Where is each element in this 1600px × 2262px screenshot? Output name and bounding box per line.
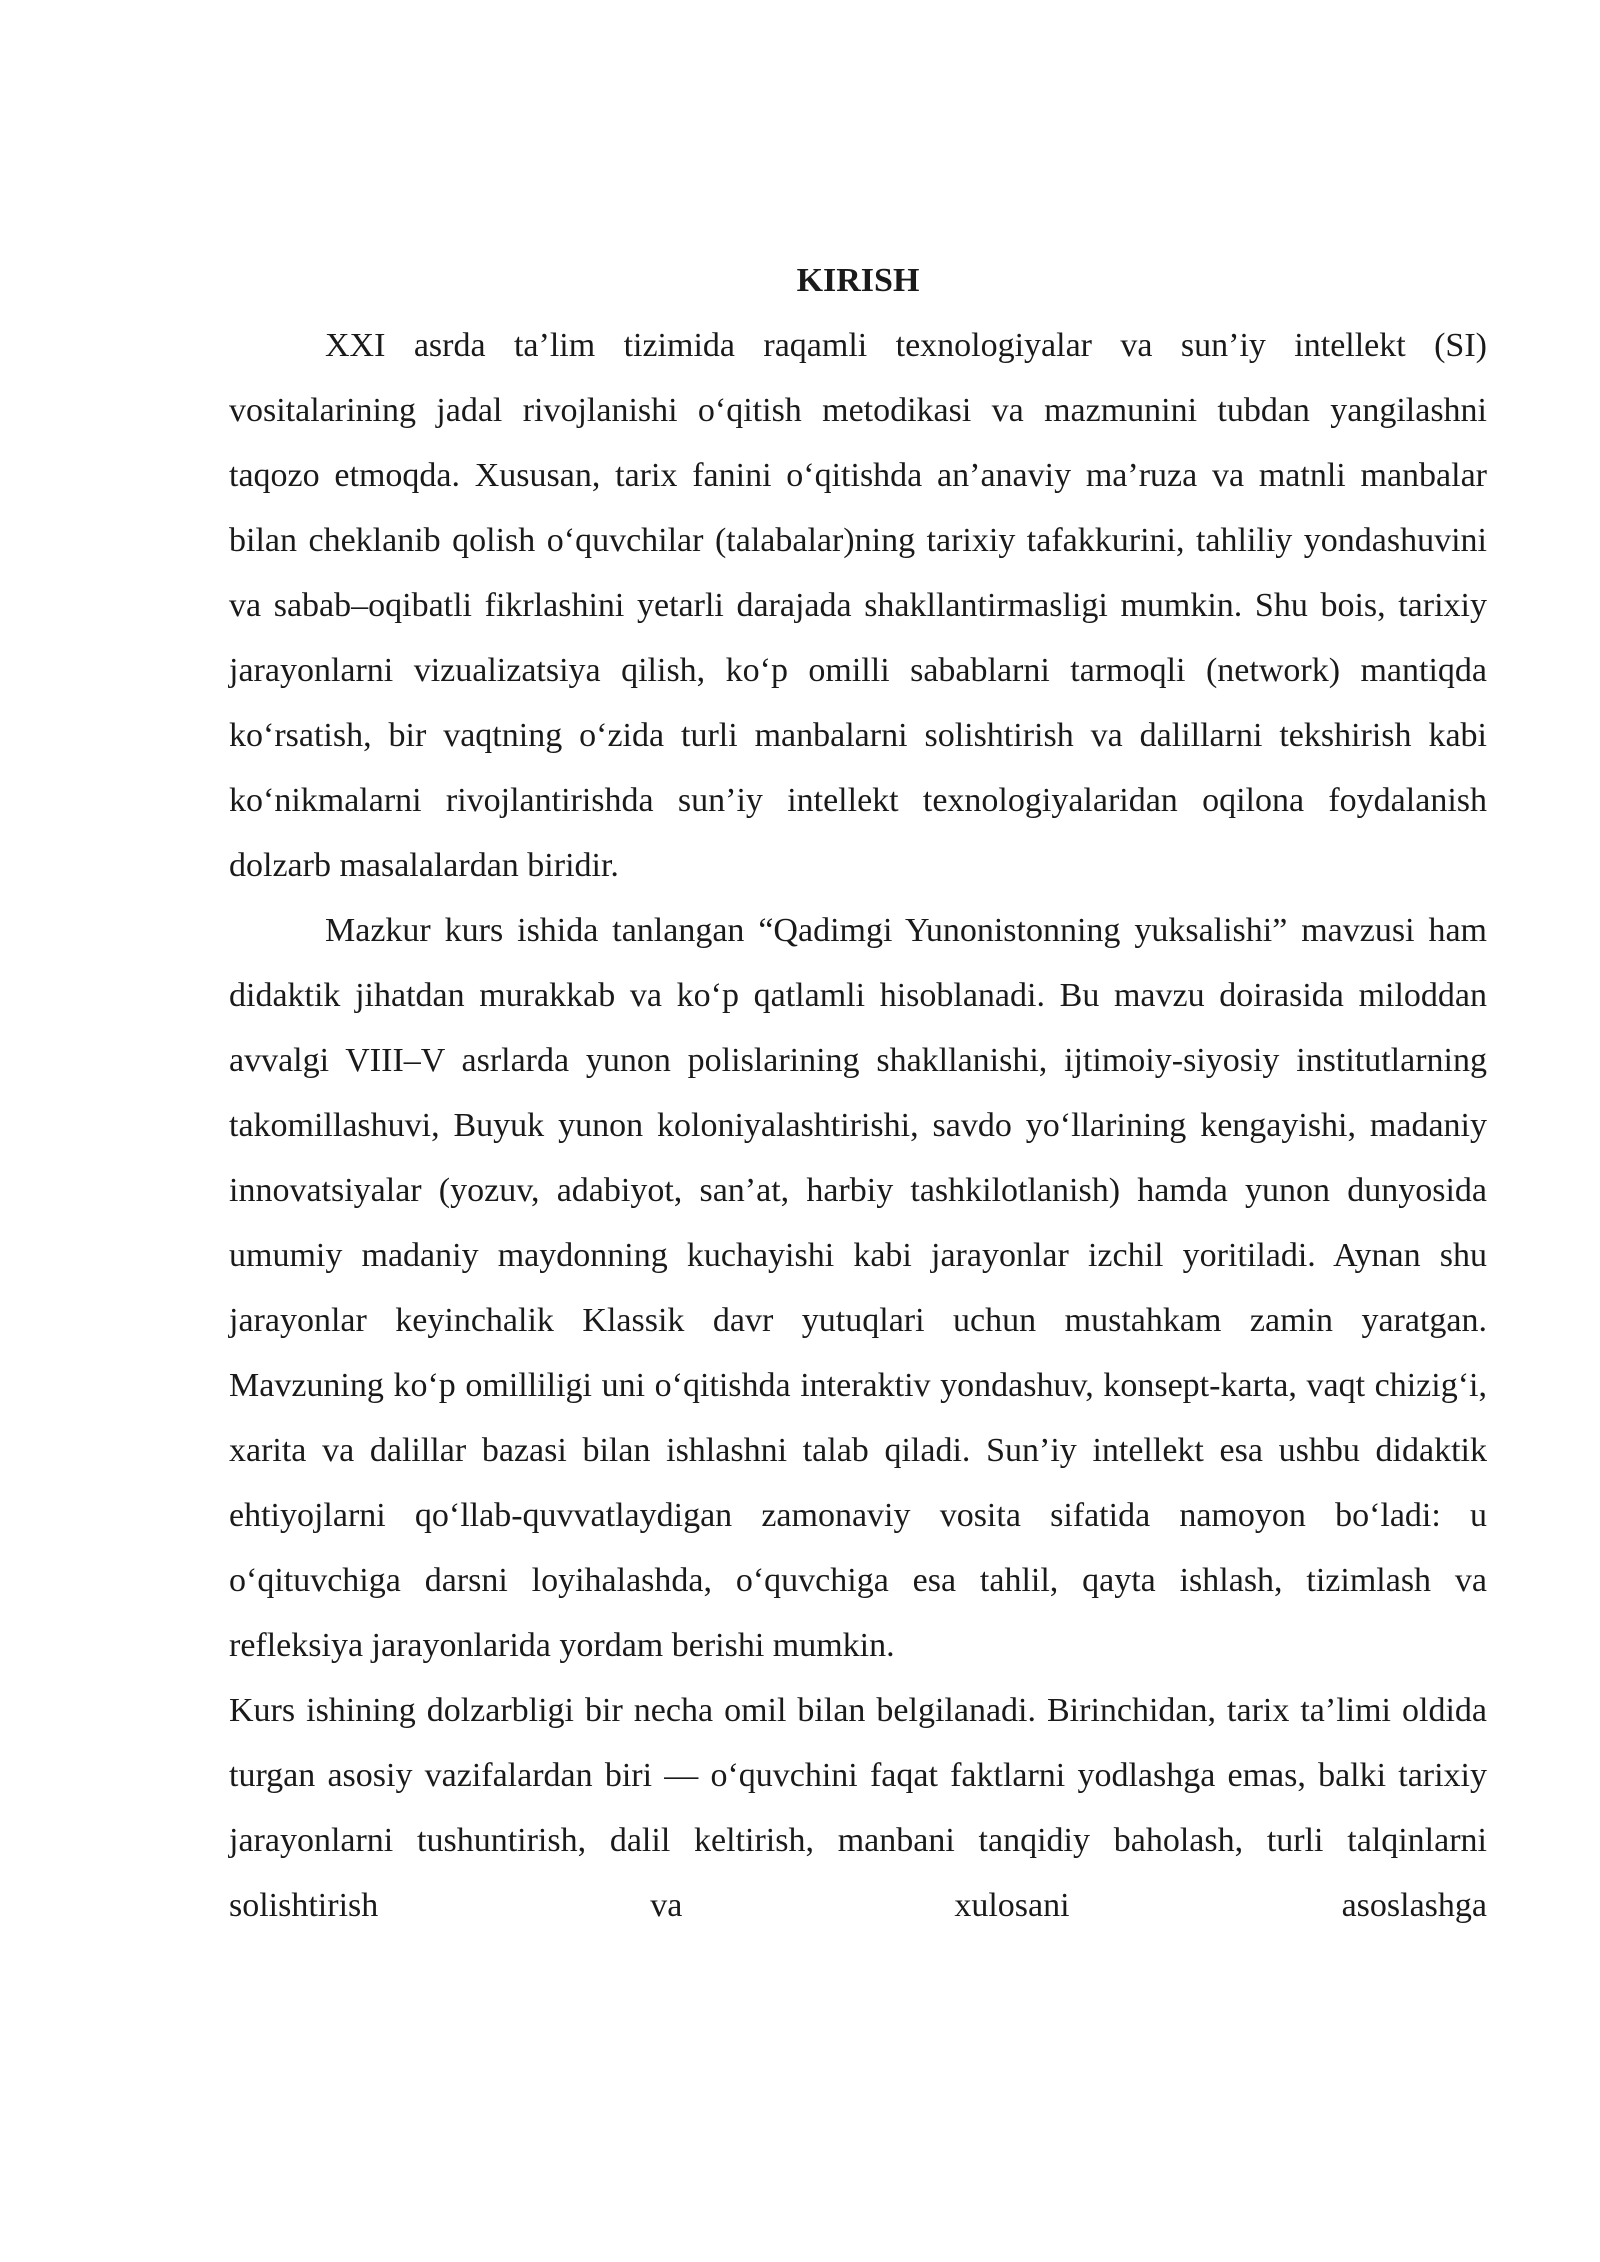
page-title: KIRISH: [796, 262, 920, 299]
document-body: [229, 248, 1487, 1938]
paragraph-relevance: Kurs ishining dolzarbligi bir necha omil bilan belgilanadi. Birinchidan, tarix ta’limi oldida turgan asosiy vazifalardan biri — o‘quvchini faqat faktlarni yodlashga emas, balki tarixiy jarayonlarni tushuntirish, dalil keltirish, manbani tanqidiy baholash, turli talqinlarni solishtirish va xulosani asoslashga: [229, 1692, 1487, 1924]
paragraph-topic: Mazkur kurs ishida tanlangan “Qadimgi Yunonistonning yuksalishi” mavzusi ham didaktik jihatdan murakkab va ko‘p qatlamli hisoblanadi. Bu mavzu doirasida miloddan avvalgi VIII–V asrlarda yunon polislarining shakllanishi, ijtimoiy-siyosiy institutlarning takomillashuvi, Buyuk yunon koloniyalashtirishi, savdo yo‘llarining kengayishi, madaniy innovatsiyalar (yozuv, adabiyot, san’at, harbiy tashkilotlanish) hamda yunon dunyosida umumiy madaniy maydonning kuchayishi kabi jarayonlar izchil yoritiladi. Aynan shu jarayonlar keyinchalik Klassik davr yutuqlari uchun mustahkam zamin yaratgan. Mavzuning ko‘p omilliligi uni o‘qitishda interaktiv yondashuv, konsept-karta, vaqt chizig‘i, xarita va dalillar bazasi bilan ishlashni talab qiladi. Sun’iy intellekt esa ushbu didaktik ehtiyojlarni qo‘llab-quvvatlaydigan zamonaviy vosita sifatida namoyon bo‘ladi: u o‘qituvchiga darsni loyihalashda, o‘quvchiga esa tahlil, qayta ishlash, tizimlash va refleksiya jarayonlarida yordam berishi mumkin.: [229, 912, 1487, 1664]
paragraph-intro: XXI asrda ta’lim tizimida raqamli texnologiyalar va sun’iy intellekt (SI) vositalarining jadal rivojlanishi o‘qitish metodikasi va mazmunini tubdan yangilashni taqozo etmoqda. Xususan, tarix fanini o‘qitishda an’anaviy ma’ruza va matnli manbalar bilan cheklanib qolish o‘quvchilar (talabalar)ning tarixiy tafakkurini, tahliliy yondashuvini va sabab–oqibatli fikrlashini yetarli darajada shakllantirmasligi mumkin. Shu bois, tarixiy jarayonlarni vizualizatsiya qilish, ko‘p omilli sabablarni tarmoqli (network) mantiqda ko‘rsatish, bir vaqtning o‘zida turli manbalarni solishtirish va dalillarni tekshirish kabi ko‘nikmalarni rivojlantirishda sun’iy intellekt texnologiyalaridan oqilona foydalanish dolzarb masalalardan biridir.: [229, 327, 1487, 884]
